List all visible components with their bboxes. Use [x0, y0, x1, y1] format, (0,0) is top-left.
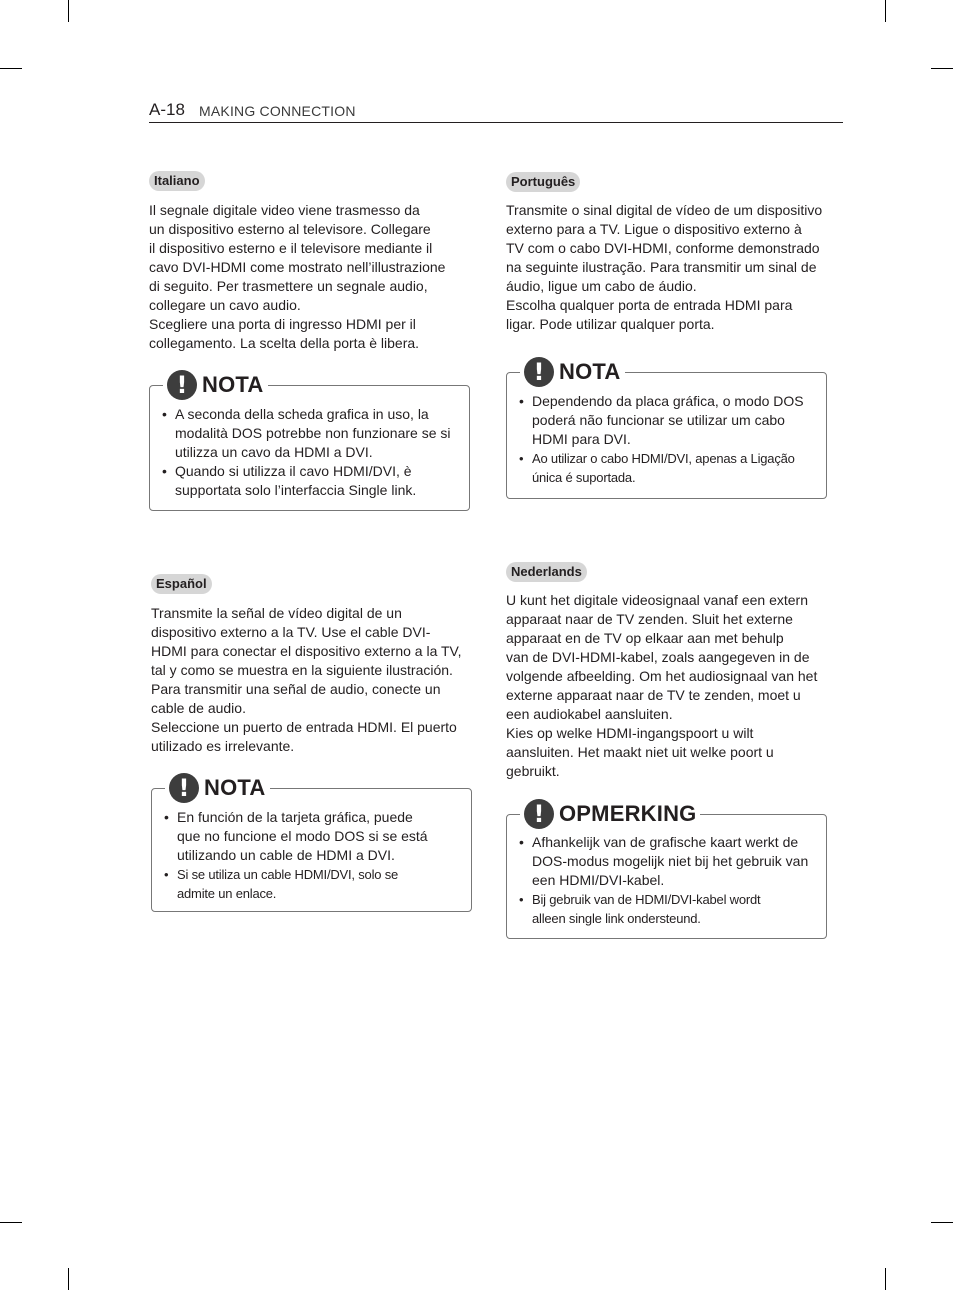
note-box-italiano	[149, 368, 470, 511]
text-line: il dispositivo esterno e il televisore mediante il	[149, 240, 433, 256]
text-line: ligar. Pode utilizar qualquer porta.	[506, 316, 715, 332]
text-line: • En función de la tarjeta gráfica, puede	[177, 809, 413, 825]
note-list	[519, 392, 804, 487]
text-line: Il segnale digitale video viene trasmesso da	[149, 202, 420, 218]
text-line: • Afhankelijk van de grafische kaart werkt de	[532, 834, 799, 850]
note-label: NOTA	[202, 372, 264, 397]
list-item	[162, 405, 451, 462]
text-line: aansluiten. Het maakt niet uit welke poort u	[506, 744, 774, 760]
note-header	[165, 771, 270, 805]
text-line: • Ao utilizar o cabo HDMI/DVI, apenas a Ligação	[532, 451, 795, 466]
list-item	[519, 449, 804, 487]
body-text-espanol	[151, 604, 481, 756]
list-item	[519, 392, 804, 449]
text-line: apparaat en de TV op elkaar aan met behulp	[506, 630, 784, 646]
text-line: • Quando si utilizza il cavo HDMI/DVI, è	[175, 463, 412, 479]
text-line: Escolha qualquer porta de entrada HDMI para	[506, 297, 793, 313]
list-item	[162, 462, 451, 500]
text-line: een HDMI/DVI-kabel.	[532, 872, 665, 888]
note-list	[519, 833, 808, 928]
note-header	[520, 797, 700, 831]
text-line: supportata solo l’interfaccia Single link.	[175, 482, 417, 498]
text-line: Transmite o sinal digital de vídeo de um dispositivo	[506, 202, 823, 218]
note-box-espanol	[151, 771, 472, 912]
text-line: • Dependendo da placa gráfica, o modo DOS	[532, 393, 804, 409]
text-line: apparaat naar de TV zenden. Sluit het externe	[506, 611, 793, 627]
crop-mark	[931, 1222, 953, 1223]
language-badge-nederlands: Nederlands	[506, 562, 587, 582]
text-line: • Si se utiliza un cable HDMI/DVI, solo se	[177, 867, 399, 882]
crop-mark	[931, 68, 953, 69]
exclamation-icon: !	[524, 799, 554, 829]
text-line: van de DVI-HDMI-kabel, zoals aangegeven in de	[506, 649, 810, 665]
language-badge-espanol: Español	[151, 574, 212, 594]
note-list	[162, 405, 451, 500]
crop-mark	[885, 0, 886, 22]
list-item	[519, 890, 808, 928]
crop-mark	[0, 68, 22, 69]
list-item	[519, 833, 808, 890]
text-line: modalità DOS potrebbe non funzionare se si	[175, 425, 451, 441]
text-line: tal y como se muestra en la siguiente ilustración.	[151, 662, 453, 678]
note-header	[520, 355, 625, 389]
body-text-italiano	[149, 201, 479, 353]
crop-mark	[0, 1222, 22, 1223]
crop-mark	[68, 0, 69, 22]
text-line: que no funcione el modo DOS si se está	[177, 828, 428, 844]
text-line: Kies op welke HDMI-ingangspoort u wilt	[506, 725, 754, 741]
text-line: utilizado es irrelevante.	[151, 738, 295, 754]
note-label: NOTA	[204, 775, 266, 800]
text-line: TV com o cabo DVI-HDMI, conforme demonstrado	[506, 240, 820, 256]
note-box-nederlands	[506, 797, 827, 939]
text-line: única é suportada.	[532, 470, 636, 485]
text-line: collegamento. La scelta della porta è libera.	[149, 335, 420, 351]
text-line: een audiokabel aansluiten.	[506, 706, 673, 722]
text-line: áudio, ligue um cabo de áudio.	[506, 278, 697, 294]
text-line: externe apparaat naar de TV te zenden, moet u	[506, 687, 801, 703]
text-line: Para transmitir una señal de audio, conecte un	[151, 681, 441, 697]
text-line: alleen single link ondersteund.	[532, 911, 701, 926]
text-line: collegare un cavo audio.	[149, 297, 301, 313]
text-line: Transmite la señal de vídeo digital de un	[151, 605, 402, 621]
text-line: di seguito. Per trasmettere un segnale audio,	[149, 278, 428, 294]
exclamation-icon: !	[169, 773, 199, 803]
body-text-nederlands	[506, 591, 836, 781]
text-line: dispositivo externo a la TV. Use el cable DVI-	[151, 624, 431, 640]
text-line: utilizando un cable de HDMI a DVI.	[177, 847, 395, 863]
text-line: HDMI para DVI.	[532, 431, 631, 447]
text-line: cavo DVI-HDMI come mostrato nell’illustrazione	[149, 259, 446, 275]
section-title: MAKING CONNECTION	[199, 103, 356, 119]
text-line: • Bij gebruik van de HDMI/DVI-kabel wordt	[532, 892, 761, 907]
exclamation-icon: !	[167, 370, 197, 400]
text-line: un dispositivo esterno al televisore. Collegare	[149, 221, 431, 237]
text-line: Seleccione un puerto de entrada HDMI. El puerto	[151, 719, 457, 735]
note-box-portugues	[506, 355, 827, 499]
list-item	[164, 865, 428, 903]
crop-mark	[68, 1268, 69, 1290]
text-line: • A seconda della scheda grafica in uso, la	[175, 406, 429, 422]
text-line: externo para a TV. Ligue o dispositivo externo à	[506, 221, 802, 237]
text-line: Scegliere una porta di ingresso HDMI per il	[149, 316, 416, 332]
text-line: admite un enlace.	[177, 886, 277, 901]
list-item	[164, 808, 428, 865]
language-badge-italiano: Italiano	[149, 171, 205, 191]
page-number: A-18	[149, 100, 185, 119]
language-badge-portugues: Português	[506, 172, 580, 192]
body-text-portugues	[506, 201, 836, 334]
crop-mark	[885, 1268, 886, 1290]
note-label: OPMERKING	[559, 801, 697, 826]
exclamation-icon: !	[524, 357, 554, 387]
text-line: na seguinte ilustração. Para transmitir um sinal de	[506, 259, 817, 275]
note-header	[163, 368, 268, 402]
text-line: DOS-modus mogelijk niet bij het gebruik van	[532, 853, 809, 869]
text-line: gebruikt.	[506, 763, 560, 779]
text-line: cable de audio.	[151, 700, 246, 716]
note-label: NOTA	[559, 359, 621, 384]
text-line: volgende afbeelding. Om het audiosignaal van het	[506, 668, 818, 684]
note-list	[164, 808, 428, 903]
page-header	[149, 100, 843, 123]
text-line: U kunt het digitale videosignaal vanaf een extern	[506, 592, 808, 608]
text-line: utilizza un cavo da HDMI a DVI.	[175, 444, 373, 460]
text-line: poderá não funcionar se utilizar um cabo	[532, 412, 785, 428]
text-line: HDMI para conectar el dispositivo externo a la TV,	[151, 643, 462, 659]
